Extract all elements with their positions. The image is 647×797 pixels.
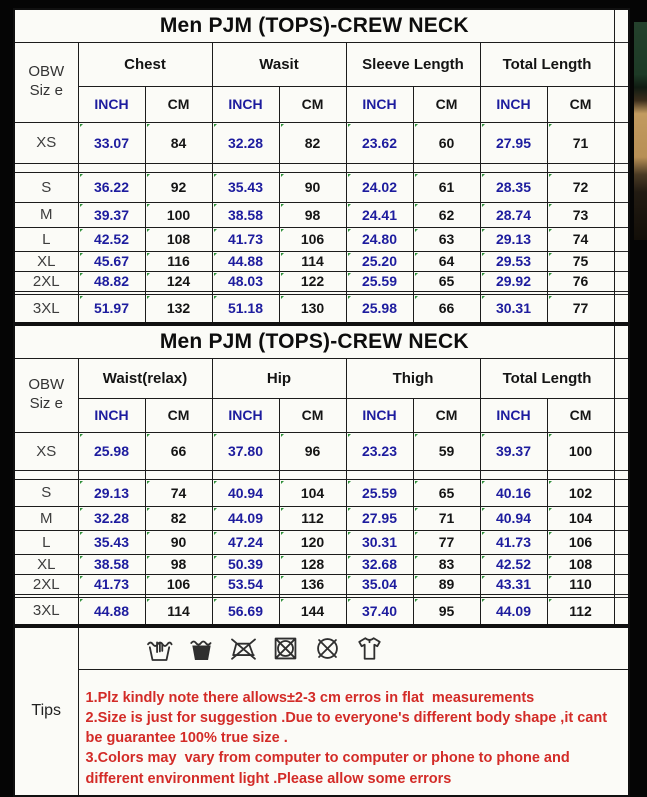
- measurement-cell: 108: [547, 554, 614, 574]
- measurement-cell: 44.88: [212, 251, 279, 271]
- gutter-cell: [614, 554, 629, 574]
- measurement-cell: 37.40: [346, 597, 413, 625]
- measurement-cell: 114: [145, 597, 212, 625]
- measurement-cell: 30.31: [480, 294, 547, 323]
- measurement-cell: 102: [547, 479, 614, 506]
- measurement-cell: 36.22: [78, 172, 145, 202]
- machine-wash-icon: [187, 639, 229, 656]
- column-group-header: Total Length: [480, 358, 614, 398]
- measurement-cell: 71: [413, 506, 480, 530]
- measurement-cell: 66: [413, 294, 480, 323]
- column-group-header: Waist(relax): [78, 358, 212, 398]
- size-column-header-line: OBW: [28, 63, 65, 81]
- measurement-cell: 40.16: [480, 479, 547, 506]
- column-group-header: Wasit: [212, 42, 346, 86]
- measurement-cell: 83: [413, 554, 480, 574]
- gutter-cell: [614, 398, 629, 432]
- spacer-cell: [480, 163, 547, 172]
- unit-header-inch: INCH: [212, 398, 279, 432]
- spacer-cell: [547, 163, 614, 172]
- measurement-cell: 27.95: [480, 122, 547, 163]
- measurement-cell: 23.23: [346, 432, 413, 470]
- measurement-cell: 82: [279, 122, 346, 163]
- spacer-cell: [78, 470, 145, 479]
- measurement-cell: 43.31: [480, 574, 547, 594]
- measurement-cell: 114: [279, 251, 346, 271]
- size-column-header: [14, 358, 78, 432]
- drip-dry-icon: [355, 639, 397, 656]
- size-cell: S: [14, 479, 78, 506]
- table-row: [14, 202, 629, 227]
- table-row: [14, 172, 629, 202]
- spacer-cell: [212, 163, 279, 172]
- measurement-cell: 124: [145, 271, 212, 291]
- measurement-cell: 35.43: [78, 530, 145, 554]
- measurement-cell: 32.68: [346, 554, 413, 574]
- size-cell: XS: [14, 432, 78, 470]
- size-cell: 3XL: [14, 597, 78, 625]
- spacer-cell: [480, 470, 547, 479]
- measurement-cell: 89: [413, 574, 480, 594]
- table-row: [14, 530, 629, 554]
- measurement-cell: 106: [279, 227, 346, 251]
- measurement-cell: 44.09: [480, 597, 547, 625]
- gutter-cell: [614, 172, 629, 202]
- measurement-cell: 47.24: [212, 530, 279, 554]
- gutter-cell: [614, 227, 629, 251]
- measurement-cell: 28.74: [480, 202, 547, 227]
- measurement-cell: 30.31: [346, 530, 413, 554]
- measurement-cell: 39.37: [78, 202, 145, 227]
- table-row: [14, 271, 629, 291]
- unit-header-inch: INCH: [346, 86, 413, 122]
- gutter-cell: [614, 432, 629, 470]
- gutter-cell: [614, 325, 629, 358]
- unit-header-inch: INCH: [346, 398, 413, 432]
- unit-header-cm: CM: [145, 86, 212, 122]
- measurement-cell: 38.58: [212, 202, 279, 227]
- size-cell: S: [14, 172, 78, 202]
- do-not-iron-icon: [229, 639, 271, 656]
- table-row: [14, 574, 629, 594]
- measurement-cell: 95: [413, 597, 480, 625]
- do-not-dry-clean-icon-svg: [313, 634, 342, 663]
- tips-text-cell: [78, 669, 629, 796]
- gutter-cell: [614, 506, 629, 530]
- do-not-iron-icon-svg: [229, 634, 258, 663]
- unit-header-cm: CM: [547, 398, 614, 432]
- measurement-cell: 65: [413, 271, 480, 291]
- tip-line-3: 3.Colors may vary from computer to computer or phone to phone and different environment light .Please allow some errors: [85, 750, 574, 787]
- measurement-cell: 51.97: [78, 294, 145, 323]
- measurement-cell: 27.95: [346, 506, 413, 530]
- hand-wash-icon-svg: [145, 634, 174, 663]
- size-column-header-line: Siz e: [29, 395, 63, 412]
- measurement-cell: 56.69: [212, 597, 279, 625]
- gutter-cell: [614, 479, 629, 506]
- measurement-cell: 60: [413, 122, 480, 163]
- measurement-cell: 66: [145, 432, 212, 470]
- measurement-cell: 28.35: [480, 172, 547, 202]
- measurement-cell: 23.62: [346, 122, 413, 163]
- gutter-cell: [614, 530, 629, 554]
- measurement-cell: 61: [413, 172, 480, 202]
- unit-header-inch: INCH: [212, 86, 279, 122]
- measurement-cell: 25.98: [78, 432, 145, 470]
- measurement-cell: 48.03: [212, 271, 279, 291]
- measurement-cell: 32.28: [212, 122, 279, 163]
- size-cell: L: [14, 530, 78, 554]
- measurement-cell: 35.04: [346, 574, 413, 594]
- gutter-cell: [614, 470, 629, 479]
- measurement-cell: 50.39: [212, 554, 279, 574]
- measurement-cell: 32.28: [78, 506, 145, 530]
- measurement-cell: 112: [279, 506, 346, 530]
- measurement-cell: 37.80: [212, 432, 279, 470]
- measurement-cell: 29.13: [480, 227, 547, 251]
- spacer-cell: [346, 163, 413, 172]
- column-group-header: Sleeve Length: [346, 42, 480, 86]
- gutter-cell: [614, 271, 629, 291]
- measurement-cell: 25.98: [346, 294, 413, 323]
- unit-header-inch: INCH: [480, 86, 547, 122]
- spacer-cell: [14, 163, 78, 172]
- measurement-cell: 98: [279, 202, 346, 227]
- measurement-cell: 122: [279, 271, 346, 291]
- column-group-header: Hip: [212, 358, 346, 398]
- measurement-cell: 59: [413, 432, 480, 470]
- measurement-cell: 130: [279, 294, 346, 323]
- measurement-cell: 62: [413, 202, 480, 227]
- table-row: [14, 227, 629, 251]
- unit-header-inch: INCH: [78, 86, 145, 122]
- measurement-cell: 132: [145, 294, 212, 323]
- spacer-cell: [279, 163, 346, 172]
- measurement-cell: 40.94: [480, 506, 547, 530]
- care-icons-row: [78, 627, 629, 669]
- gutter-cell: [614, 358, 629, 398]
- column-group-header: Total Length: [480, 42, 614, 86]
- size-chart-title: Men PJM (TOPS)-CREW NECK: [14, 9, 614, 42]
- column-group-header: Thigh: [346, 358, 480, 398]
- size-table-2: [13, 324, 628, 626]
- tips-label: Tips: [14, 627, 78, 796]
- size-chart-table: [13, 8, 630, 324]
- size-cell: 2XL: [14, 574, 78, 594]
- gutter-cell: [614, 9, 629, 42]
- measurement-cell: 112: [547, 597, 614, 625]
- gutter-cell: [614, 42, 629, 86]
- size-column-header: [14, 42, 78, 122]
- gutter-cell: [614, 163, 629, 172]
- size-table-1: [13, 8, 628, 324]
- spacer-cell: [145, 470, 212, 479]
- measurement-cell: 64: [413, 251, 480, 271]
- measurement-cell: 75: [547, 251, 614, 271]
- table-row: [14, 251, 629, 271]
- size-cell: XL: [14, 251, 78, 271]
- size-cell: M: [14, 506, 78, 530]
- spacer-cell: [346, 470, 413, 479]
- measurement-cell: 74: [547, 227, 614, 251]
- measurement-cell: 29.13: [78, 479, 145, 506]
- spacer-cell: [413, 163, 480, 172]
- measurement-cell: 100: [145, 202, 212, 227]
- measurement-cell: 44.09: [212, 506, 279, 530]
- measurement-cell: 29.53: [480, 251, 547, 271]
- spacer-row: [14, 163, 629, 172]
- measurement-cell: 41.73: [78, 574, 145, 594]
- measurement-cell: 77: [547, 294, 614, 323]
- size-cell: XS: [14, 122, 78, 163]
- gutter-cell: [614, 574, 629, 594]
- gutter-cell: [614, 202, 629, 227]
- measurement-cell: 41.73: [212, 227, 279, 251]
- measurement-cell: 33.07: [78, 122, 145, 163]
- unit-header-inch: INCH: [480, 398, 547, 432]
- measurement-cell: 41.73: [480, 530, 547, 554]
- gutter-cell: [614, 86, 629, 122]
- measurement-cell: 24.02: [346, 172, 413, 202]
- measurement-cell: 73: [547, 202, 614, 227]
- table-row: [14, 294, 629, 323]
- size-cell: 2XL: [14, 271, 78, 291]
- size-cell: XL: [14, 554, 78, 574]
- measurement-cell: 77: [413, 530, 480, 554]
- measurement-cell: 39.37: [480, 432, 547, 470]
- measurement-cell: 29.92: [480, 271, 547, 291]
- measurement-cell: 51.18: [212, 294, 279, 323]
- measurement-cell: 44.88: [78, 597, 145, 625]
- measurement-cell: 84: [145, 122, 212, 163]
- measurement-cell: 136: [279, 574, 346, 594]
- measurement-cell: 42.52: [78, 227, 145, 251]
- unit-header-cm: CM: [145, 398, 212, 432]
- spacer-cell: [279, 470, 346, 479]
- tip-line-1: 1.Plz kindly note there allows±2-3 cm erros in flat measurements: [85, 689, 535, 706]
- tips-section: [13, 626, 630, 797]
- unit-header-cm: CM: [413, 86, 480, 122]
- measurement-cell: 24.80: [346, 227, 413, 251]
- measurement-cell: 96: [279, 432, 346, 470]
- size-cell: 3XL: [14, 294, 78, 323]
- measurement-cell: 100: [547, 432, 614, 470]
- table-row: [14, 506, 629, 530]
- size-cell: M: [14, 202, 78, 227]
- measurement-cell: 120: [279, 530, 346, 554]
- do-not-tumble-dry-icon: [271, 639, 313, 656]
- measurement-cell: 104: [279, 479, 346, 506]
- measurement-cell: 25.20: [346, 251, 413, 271]
- table-row: [14, 122, 629, 163]
- table-row: [14, 597, 629, 625]
- unit-header-inch: INCH: [78, 398, 145, 432]
- spacer-cell: [145, 163, 212, 172]
- size-column-header-line: OBW: [28, 376, 65, 394]
- gutter-cell: [614, 597, 629, 625]
- spacer-row: [14, 470, 629, 479]
- measurement-cell: 74: [145, 479, 212, 506]
- unit-header-cm: CM: [547, 86, 614, 122]
- measurement-cell: 116: [145, 251, 212, 271]
- column-group-header: Chest: [78, 42, 212, 86]
- gutter-cell: [614, 294, 629, 323]
- unit-header-cm: CM: [413, 398, 480, 432]
- size-chart-title: Men PJM (TOPS)-CREW NECK: [14, 325, 614, 358]
- gutter-cell: [614, 122, 629, 163]
- measurement-cell: 92: [145, 172, 212, 202]
- spacer-cell: [547, 470, 614, 479]
- spacer-cell: [212, 470, 279, 479]
- measurement-cell: 53.54: [212, 574, 279, 594]
- measurement-cell: 40.94: [212, 479, 279, 506]
- measurement-cell: 106: [145, 574, 212, 594]
- measurement-cell: 63: [413, 227, 480, 251]
- unit-header-cm: CM: [279, 398, 346, 432]
- spacer-cell: [413, 470, 480, 479]
- spacer-cell: [78, 163, 145, 172]
- measurement-cell: 104: [547, 506, 614, 530]
- unit-header-cm: CM: [279, 86, 346, 122]
- measurement-cell: 106: [547, 530, 614, 554]
- measurement-cell: 71: [547, 122, 614, 163]
- product-photo-sliver: [634, 22, 647, 240]
- table-row: [14, 432, 629, 470]
- measurement-cell: 65: [413, 479, 480, 506]
- measurement-cell: 90: [279, 172, 346, 202]
- measurement-cell: 48.82: [78, 271, 145, 291]
- size-chart-sheet: [13, 8, 628, 797]
- measurement-cell: 38.58: [78, 554, 145, 574]
- measurement-cell: 82: [145, 506, 212, 530]
- size-chart-table: [13, 324, 630, 626]
- hand-wash-icon: [145, 639, 187, 656]
- measurement-cell: 108: [145, 227, 212, 251]
- table-row: [14, 554, 629, 574]
- table-row: [14, 479, 629, 506]
- size-cell: L: [14, 227, 78, 251]
- measurement-cell: 72: [547, 172, 614, 202]
- measurement-cell: 76: [547, 271, 614, 291]
- measurement-cell: 128: [279, 554, 346, 574]
- measurement-cell: 90: [145, 530, 212, 554]
- do-not-dry-clean-icon: [313, 639, 355, 656]
- spacer-cell: [14, 470, 78, 479]
- measurement-cell: 98: [145, 554, 212, 574]
- measurement-cell: 24.41: [346, 202, 413, 227]
- gutter-cell: [614, 251, 629, 271]
- measurement-cell: 25.59: [346, 271, 413, 291]
- measurement-cell: 144: [279, 597, 346, 625]
- drip-dry-icon-svg: [355, 634, 384, 663]
- machine-wash-icon-svg: [187, 634, 216, 663]
- measurement-cell: 110: [547, 574, 614, 594]
- measurement-cell: 45.67: [78, 251, 145, 271]
- do-not-tumble-dry-icon-svg: [271, 634, 300, 663]
- measurement-cell: 25.59: [346, 479, 413, 506]
- measurement-cell: 42.52: [480, 554, 547, 574]
- measurement-cell: 35.43: [212, 172, 279, 202]
- size-column-header-line: Siz e: [29, 82, 63, 99]
- tip-line-2: 2.Size is just for suggestion .Due to everyone's different body shape ,it cant be guarantee 100% true size .: [85, 709, 612, 747]
